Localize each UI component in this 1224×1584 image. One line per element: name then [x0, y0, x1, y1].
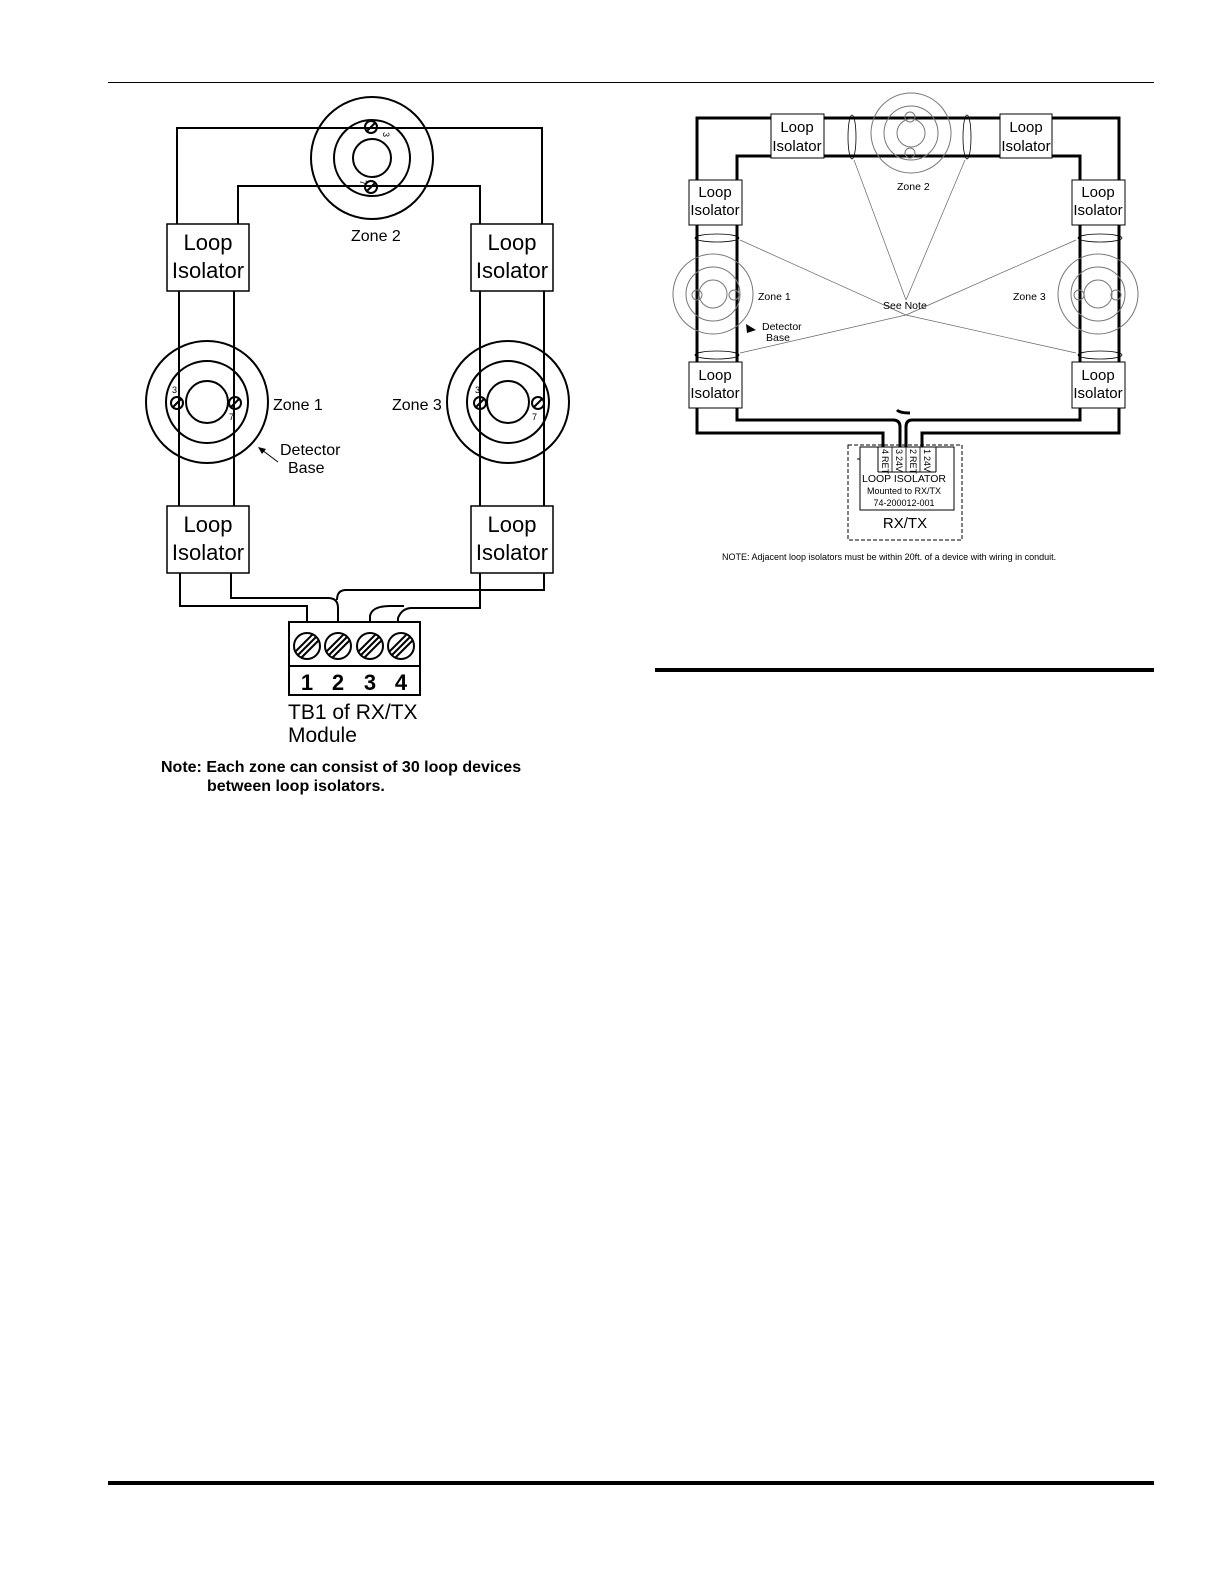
right-isolator-upper-right: [1072, 180, 1125, 225]
isolator-line2: Isolator: [475, 258, 549, 283]
pin-2-name: RET: [908, 456, 918, 474]
see-note-label: See Note: [883, 300, 927, 312]
pin-3-name: 24V: [894, 456, 904, 473]
conduit-inner-top-right: [1052, 156, 1080, 180]
right-isolator-upper-left: [689, 180, 742, 225]
zone2-terminal-3: 3: [381, 132, 391, 138]
isolator-line1: Loop: [183, 230, 233, 255]
zone3-terminal-3: 3: [475, 385, 481, 395]
right-isolator-top-mid-right: [1000, 114, 1052, 158]
conduit-top-left: [697, 118, 771, 180]
detector-base-label-line2: Base: [288, 460, 325, 477]
left-note-line1: Note: Each zone can consist of 30 loop devices: [161, 759, 522, 776]
conduit-bottom-left-inner: [737, 408, 900, 447]
isolator-line1: Loop: [183, 512, 233, 537]
isolator-line2: Isolator: [171, 258, 245, 283]
pin-4-name: RET: [880, 456, 890, 474]
isolator-line1: Loop: [1081, 367, 1115, 384]
conduit-bottom-right-inner: [906, 408, 1080, 447]
isolator-line1: Loop: [698, 367, 732, 384]
right-zone1-label: Zone 1: [758, 291, 791, 303]
left-note-line2: between loop isolators.: [207, 778, 385, 795]
module-line2: Mounted to RX/TX: [866, 486, 942, 496]
isolator-line2: Isolator: [1073, 202, 1123, 219]
isolator-line1: Loop: [780, 119, 814, 136]
pin-1-number: 1: [922, 449, 932, 455]
zone3-terminal-7: 7: [532, 412, 538, 422]
right-zone2-detector: [871, 93, 951, 173]
detector-base-label-line1: Detector: [280, 442, 341, 459]
right-isolator-lower-left: [689, 362, 742, 408]
isolator-line2: Isolator: [475, 540, 549, 565]
isolator-line1: Loop: [1009, 119, 1043, 136]
pin-1-name: 24V: [922, 456, 932, 473]
zone1-label: Zone 1: [273, 397, 323, 414]
isolator-line2: Isolator: [171, 540, 245, 565]
right-detector-base-line1: Detector: [762, 321, 802, 333]
isolator-line1: Loop: [487, 512, 537, 537]
pin-3-number: 3: [894, 449, 904, 455]
conduit-top-right: [1052, 118, 1119, 180]
zone1-terminal-3: 3: [172, 385, 178, 395]
zone2-label: Zone 2: [351, 228, 401, 245]
right-isolator-top-mid-left: [771, 114, 824, 158]
right-zone1-detector: [673, 254, 753, 334]
right-zone3-label: Zone 3: [1013, 291, 1046, 303]
zone3-label: Zone 3: [392, 397, 442, 414]
tb-number-1: 1: [300, 670, 314, 695]
right-isolator-lower-right: [1072, 362, 1125, 408]
isolator-line2: Isolator: [1001, 138, 1051, 155]
right-zone2-label: Zone 2: [897, 181, 930, 193]
tb-number-4: 4: [394, 670, 408, 695]
right-zone3-detector: [1058, 254, 1138, 334]
module-line3: 74-200012-001: [873, 498, 935, 508]
tb-number-2: 2: [331, 670, 345, 695]
module-line1: LOOP ISOLATOR: [861, 473, 947, 485]
conduit-crossover: [897, 410, 910, 413]
tb-label-line1: TB1 of RX/TX: [288, 701, 418, 724]
isolator-line1: Loop: [698, 184, 732, 201]
isolator-line1: Loop: [1081, 184, 1115, 201]
conduit-inner-top-left: [737, 156, 771, 180]
pin-2-number: 2: [908, 449, 918, 455]
zone1-terminal-7: 7: [229, 412, 235, 422]
tb-label-line2: Module: [288, 724, 357, 747]
right-detector-base-line2: Base: [766, 332, 790, 344]
isolator-line1: Loop: [487, 230, 537, 255]
isolator-line2: Isolator: [1073, 385, 1123, 402]
isolator-line2: Isolator: [690, 202, 740, 219]
zone2-terminal-7: 7: [358, 180, 368, 186]
isolator-line2: Isolator: [772, 138, 822, 155]
right-detector-base-arrowhead: [746, 324, 756, 333]
conduit-bottom-left-outer: [697, 408, 883, 447]
rxtx-label: RX/TX: [882, 515, 928, 532]
conduit-bottom-right-outer: [922, 408, 1119, 447]
tb-number-3: 3: [363, 670, 377, 695]
right-note: NOTE: Adjacent loop isolators must be within 20ft. of a device with wiring in conduit.: [722, 552, 1057, 562]
pin-4-number: 4: [880, 449, 890, 455]
isolator-line2: Isolator: [690, 385, 740, 402]
